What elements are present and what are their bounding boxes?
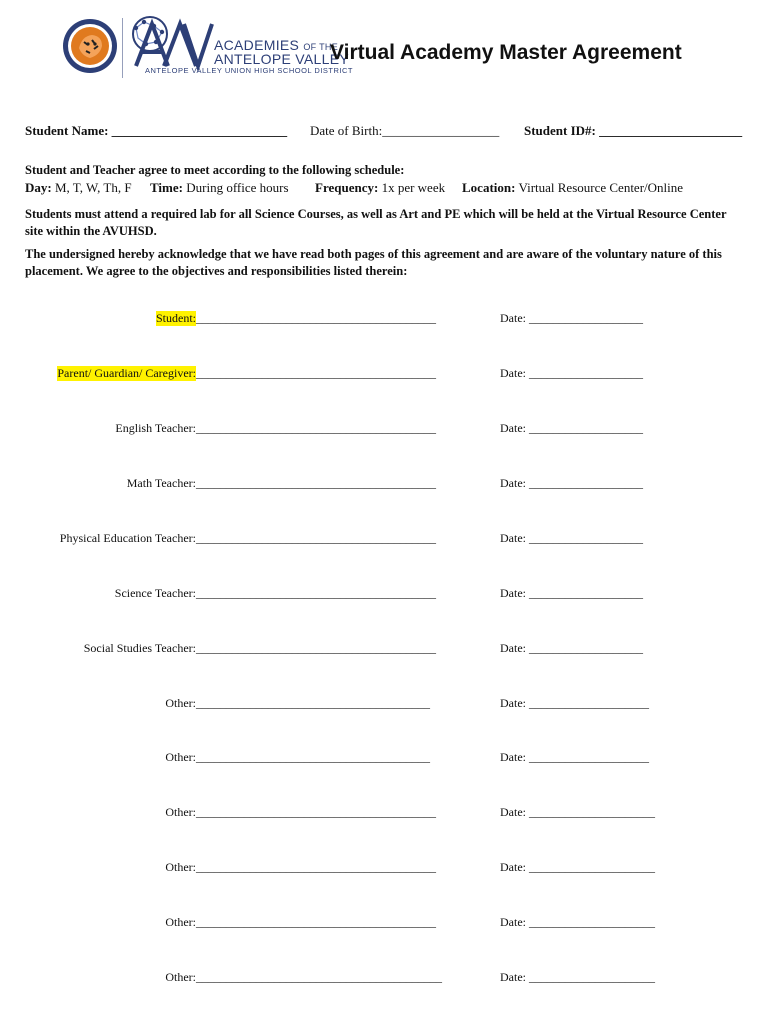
signature-label: Other: [165,696,196,710]
signature-date-field[interactable]: Date: ___________________ [500,366,643,380]
signature-line[interactable]: _________________________________________ [196,970,442,984]
logo-subtitle: ANTELOPE VALLEY UNION HIGH SCHOOL DISTRICT [145,66,353,75]
document-title: Virtual Academy Master Agreement [330,41,682,64]
signature-label: Math Teacher: [126,476,196,490]
signature-date-field[interactable]: Date: _____________________ [500,805,655,819]
schedule-intro: Student and Teacher agree to meet according to the following schedule: [25,163,405,177]
student-id-field[interactable]: Student ID#: ______________________ [524,123,743,138]
signature-label: Social Studies Teacher: [83,641,196,655]
signature-line[interactable]: ________________________________________ [196,476,436,490]
signature-line[interactable]: ________________________________________ [196,531,436,545]
signature-line[interactable]: _______________________________________ [196,750,430,764]
signature-line[interactable]: ________________________________________ [196,641,436,655]
signature-label: Other: [165,860,196,874]
signature-date-field[interactable]: Date: ___________________ [500,476,643,490]
signature-date-field[interactable]: Date: ___________________ [500,586,643,600]
document-page: ACADEMIES OF THE ANTELOPE VALLEY ANTELOPE VALLEY UNION HIGH SCHOOL DISTRICT Virtual Academy Master Agreement Student Name: ___________________________ Date of Birth:__________________ Student ID#: ______________________ Student and Teacher agree to meet according to the following schedule: Day: M, T, W, Th, F Time: During office hours Frequency: 1x per week Location: Virtual Resource Center/Online Students must attend a required lab for all Science Courses, as well as Art and PE which will be held at the Virtual Resource Center site within the AVUHSD. The undersigned hereby acknowledge that we have read both pages of this agreement and are aware of the voluntary nature of this placement. We agree to the objectives and responsibilities listed therein: Student: ________________________________________ Date: ___________________ Parent/ Guardian/ Caregiver: ________________________________________ Date: ___________________ English Teacher: ________________________________________ Date: ___________________ Math Teacher: ________________________________________ Date: ___________________ Physical Education Teacher: ________________________________________ Date: ___________________ Science Teacher: ________________________________________ Date: ___________________ Social Studies Teacher: ________________________________________ Date: ___________________ Other: _______________________________________ Date: ____________________ Other: _______________________________________ Date: ____________________ Other: ________________________________________ Date: _____________________ Other: ________________________________________ Date: _____________________ Other: ________________________________________ Date: _____________________ Other: _________________________________________ Date: _____________________ [0,0,770,1024]
signature-date-field[interactable]: Date: _____________________ [500,970,655,984]
signature-line[interactable]: ________________________________________ [196,311,436,325]
signature-label: Other: [165,915,196,929]
signature-date-field[interactable]: Date: ____________________ [500,750,649,764]
signature-line[interactable]: ________________________________________ [196,366,436,380]
signature-line[interactable]: ________________________________________ [196,860,436,874]
signature-date-field[interactable]: Date: ___________________ [500,311,643,325]
signature-line[interactable]: _______________________________________ [196,696,430,710]
header [0,0,770,90]
student-name-field[interactable]: Student Name: ___________________________ [25,123,288,138]
signature-line[interactable]: ________________________________________ [196,805,436,819]
signature-date-field[interactable]: Date: _____________________ [500,860,655,874]
signature-label: Other: [165,750,196,764]
signature-line[interactable]: ________________________________________ [196,915,436,929]
signature-label: Other: [165,970,196,984]
acknowledgement-text: The undersigned hereby acknowledge that we have read both pages of this agreement and are aware of the voluntary nature of this placement. We agree to the objectives and responsibilities listed therein: [25,247,722,278]
signature-label: Student: [155,311,196,325]
virtual-academy-badge-icon [62,18,118,74]
signature-date-field[interactable]: Date: ___________________ [500,421,643,435]
lab-requirement-text: Students must attend a required lab for all Science Courses, as well as Art and PE which will be held at the Virtual Resource Center site within the AVUHSD. [25,207,727,238]
logo-line-2: ANTELOPE VALLEY [214,51,349,67]
signature-label: Other: [165,805,196,819]
signature-label: English Teacher: [115,421,196,435]
date-of-birth-field[interactable]: Date of Birth:__________________ [310,123,500,138]
signature-label: Physical Education Teacher: [59,531,196,545]
signature-line[interactable]: ________________________________________ [196,586,436,600]
signature-date-field[interactable]: Date: ____________________ [500,696,649,710]
logo-line-1: ACADEMIES OF THE [214,37,339,53]
signature-label: Parent/ Guardian/ Caregiver: [57,366,196,380]
signature-date-field[interactable]: Date: ___________________ [500,641,643,655]
signature-date-field[interactable]: Date: ___________________ [500,531,643,545]
signature-line[interactable]: ________________________________________ [196,421,436,435]
signature-label: Science Teacher: [114,586,196,600]
signature-date-field[interactable]: Date: _____________________ [500,915,655,929]
